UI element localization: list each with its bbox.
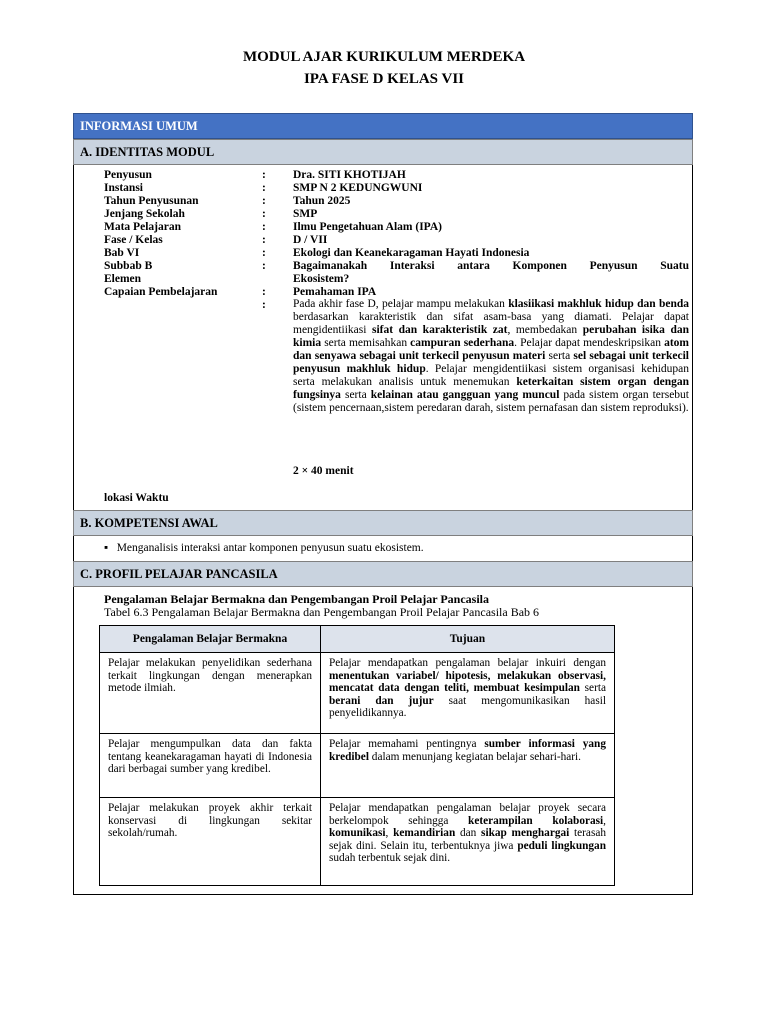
bold-run: sifat dan karakteristik zat <box>372 324 508 336</box>
pengalaman-cell: Pelajar melakukan penyelidikan sederhana terkait lingkungan dengan menerapkan metode ilmiah. <box>100 653 321 734</box>
identitas-value: Ekologi dan Keanekaragaman Hayati Indonesia <box>293 247 530 259</box>
column-header-pengalaman: Pengalaman Belajar Bermakna <box>100 626 321 653</box>
kompetensi-item: ▪ Menganalisis interaksi antar komponen penyusun suatu ekosistem. <box>104 542 424 554</box>
text-run: dalam menunjang kegiatan belajar sehari-hari. <box>368 750 582 763</box>
text-run: serta <box>340 389 371 401</box>
bold-run: sel sebagai unit terkecil penyusun makhluk hidup <box>293 350 689 375</box>
section-kompetensi-awal: B. KOMPETENSI AWAL <box>73 510 693 536</box>
bold-run: campuran sederhana <box>410 337 515 349</box>
identitas-value: Ilmu Pengetahuan Alam (IPA) <box>293 221 442 233</box>
text-run: serta memisahkan <box>321 337 411 349</box>
bold-run: kelainan atau gangguan yang muncul <box>370 389 560 401</box>
alokasi-waktu-label: lokasi Waktu <box>104 492 169 504</box>
identitas-colon: : <box>262 299 266 311</box>
identitas-label: Penyusun <box>104 169 152 181</box>
text-run: . Pelajar dapat mendeskripsikan <box>514 337 665 349</box>
identitas-colon: : <box>262 208 266 220</box>
profil-heading: Pengalaman Belajar Bermakna dan Pengembangan Proil Pelajar Pancasila <box>104 592 489 606</box>
identitas-label: Jenjang Sekolah <box>104 208 185 220</box>
identitas-value: D / VII <box>293 234 328 246</box>
identitas-label: Tahun Penyusunan <box>104 195 199 207</box>
table-header-row <box>100 626 615 653</box>
bold-run: sumber informasi yang kredibel <box>329 738 606 763</box>
identitas-label: Bab VI <box>104 247 140 259</box>
identitas-value: Ekosistem? <box>293 273 350 285</box>
bold-run: perubahan isika dan kimia <box>293 324 689 349</box>
tujuan-cell <box>321 734 615 798</box>
identitas-value: Dra. SITI KHOTIJAH <box>293 169 406 181</box>
bold-run: atom dan senyawa sebagai unit terkecil penyusun materi <box>293 337 689 362</box>
identitas-colon: : <box>262 247 266 259</box>
tujuan-cell <box>321 653 615 734</box>
text-run: Pelajar memahami pentingnya <box>329 738 485 750</box>
bold-run: keterampilan kolaborasi <box>468 814 604 827</box>
pengalaman-cell: Pelajar mengumpulkan data dan fakta tentang keanekaragaman hayati di Indonesia dari berbagai sumber yang kredibel. <box>100 734 321 798</box>
bold-run: sikap menghargai <box>481 827 570 839</box>
identitas-label: Capaian Pembelajaran <box>104 286 218 298</box>
identitas-value: Tahun 2025 <box>293 195 351 207</box>
identitas-value: Pemahaman IPA <box>293 286 377 298</box>
text-run: serta <box>579 682 606 694</box>
identitas-label: Fase / Kelas <box>104 234 163 246</box>
table-caption: Tabel 6.3 Pengalaman Belajar Bermakna dan Pengembangan Proil Pelajar Pancasila Bab 6 <box>104 605 540 619</box>
text-run: , membedakan <box>507 324 583 336</box>
table-row <box>100 798 615 886</box>
identitas-label: Instansi <box>104 182 143 194</box>
identitas-value: SMP <box>293 208 318 220</box>
section-profil-pelajar: C. PROFIL PELAJAR PANCASILA <box>73 561 693 587</box>
bold-run: berani dan jujur <box>329 694 434 707</box>
bold-run: menentukan variabel/ hipotesis, melakukan observasi, mencatat data dengan teliti, membuat kesimpulan <box>329 669 606 694</box>
pengalaman-cell: Pelajar melakukan proyek akhir terkait konservasi di lingkungan sekitar sekolah/rumah. <box>100 798 321 886</box>
identitas-colon: : <box>262 169 266 181</box>
bold-run: keterkaitan sistem organ dengan fungsinya <box>293 376 689 401</box>
text-run: . Pelajar mengidentiikasi sistem organisasi kehidupan serta melakukan analisis untuk menemukan <box>293 363 689 388</box>
bold-run: komunikasi <box>329 827 386 839</box>
alokasi-waktu-value: 2 × 40 menit <box>293 465 354 477</box>
identitas-label: Mata Pelajaran <box>104 221 181 233</box>
text-run: serta <box>545 350 574 362</box>
identitas-label: Subbab B <box>104 260 153 272</box>
pengalaman-table <box>99 625 615 886</box>
identitas-label: Elemen <box>104 273 142 285</box>
text-run: Pada akhir fase D, pelajar mampu melakukan <box>293 298 509 310</box>
tujuan-cell <box>321 798 615 886</box>
text-run: pada sistem organ tersebut (sistem pencernaan,sistem peredaran darah, sistem pernafasan dan sistem reproduksi). <box>293 389 690 414</box>
column-header-tujuan: Tujuan <box>321 626 615 653</box>
identitas-value: SMP N 2 KEDUNGWUNI <box>293 182 423 194</box>
text-run: terasah sejak dini. Selain itu, terbentuknya jiwa <box>329 827 607 852</box>
text-run: berdasarkan karakteristik dan sifat asam-basa yang diamati. Pelajar dapat mengidentiikasi <box>293 311 689 336</box>
text-run: , <box>385 827 394 839</box>
identitas-colon: : <box>262 195 266 207</box>
text-run: dan <box>455 827 482 839</box>
table-row <box>100 653 615 734</box>
section-informasi-umum: INFORMASI UMUM <box>73 113 693 139</box>
bold-run: peduli lingkungan <box>517 839 606 852</box>
document-title: MODUL AJAR KURIKULUM MERDEKA <box>242 49 526 65</box>
capaian-pembelajaran-text <box>293 298 689 415</box>
table-row <box>100 734 615 798</box>
document-subtitle: IPA FASE D KELAS VII <box>303 71 465 87</box>
identitas-colon: : <box>262 286 266 298</box>
section-identitas-modul: A. IDENTITAS MODUL <box>73 139 693 165</box>
bold-run: klasiikasi makhluk hidup dan benda <box>508 298 690 310</box>
bold-run: kemandirian <box>393 827 456 839</box>
text-run: Pelajar mendapatkan pengalaman belajar inkuiri dengan <box>329 657 606 669</box>
identitas-value: Bagaimanakah Interaksi antara Komponen Penyusun Suatu <box>293 260 689 272</box>
identitas-colon: : <box>262 221 266 233</box>
identitas-colon: : <box>262 182 266 194</box>
text-run: sudah terbentuk sejak dini. <box>329 852 451 864</box>
identitas-colon: : <box>262 260 266 272</box>
text-run: Pelajar mendapatkan pengalaman belajar proyek secara berkelompok sehingga <box>329 802 606 827</box>
identitas-colon: : <box>262 234 266 246</box>
kompetensi-item-text: Menganalisis interaksi antar komponen penyusun suatu ekosistem. <box>116 542 424 554</box>
text-run: , <box>603 814 606 827</box>
text-run: saat mengomunikasikan hasil penyelidikannya. <box>329 694 606 719</box>
